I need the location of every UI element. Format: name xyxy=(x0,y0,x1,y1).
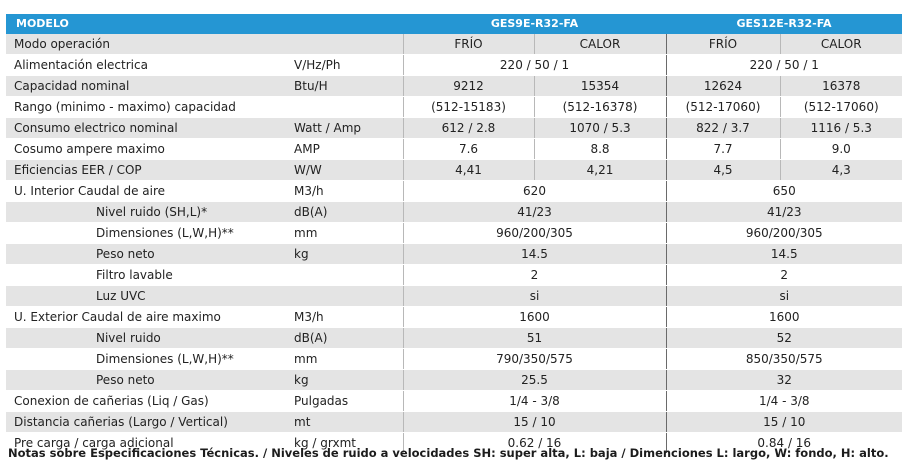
row-unit: AMP xyxy=(288,139,403,160)
value-cell: 4,3 xyxy=(780,160,902,181)
model-header: MODELO xyxy=(6,14,288,34)
table-row xyxy=(6,412,902,433)
row-label: U. Exterior Caudal de aire maximo xyxy=(6,307,288,328)
value-cell: 0.62 / 16 xyxy=(403,433,666,454)
row-unit: kg / grxmt xyxy=(288,433,403,454)
row-unit: mt xyxy=(288,412,403,433)
row-unit xyxy=(288,97,403,118)
value-cell: 9.0 xyxy=(780,139,902,160)
value-cell: 1070 / 5.3 xyxy=(534,118,666,139)
row-unit: M3/h xyxy=(288,307,403,328)
row-label: Cosumo ampere maximo xyxy=(6,139,288,160)
footnote: Notas sobre Especificaciones Técnicas. / Niveles de ruido a velocidades SH: super alta, L: baja / Dimenciones L: largo, W: fondo, H: alto. xyxy=(8,446,889,460)
table-body xyxy=(6,34,902,454)
unit-header-blank xyxy=(288,14,403,34)
value-cell: 25.5 xyxy=(403,370,666,391)
value-cell: si xyxy=(403,286,666,307)
value-cell: 790/350/575 xyxy=(403,349,666,370)
value-cell: 4,41 xyxy=(403,160,534,181)
table-row xyxy=(6,349,902,370)
row-unit: dB(A) xyxy=(288,202,403,223)
table-row xyxy=(6,391,902,412)
row-unit xyxy=(288,286,403,307)
value-cell: 0.84 / 16 xyxy=(666,433,902,454)
table-row xyxy=(6,76,902,97)
row-label: Consumo electrico nominal xyxy=(6,118,288,139)
row-label: Dimensiones (L,W,H)** xyxy=(6,223,288,244)
row-unit: Pulgadas xyxy=(288,391,403,412)
value-cell: 850/350/575 xyxy=(666,349,902,370)
row-label: Dimensiones (L,W,H)** xyxy=(6,349,288,370)
value-cell: 4,5 xyxy=(666,160,780,181)
value-cell: 51 xyxy=(403,328,666,349)
row-unit: Watt / Amp xyxy=(288,118,403,139)
table-row xyxy=(6,139,902,160)
unit2-header: GES12E-R32-FA xyxy=(666,14,902,34)
value-cell: 15 / 10 xyxy=(403,412,666,433)
table-row xyxy=(6,97,902,118)
table-row xyxy=(6,55,902,76)
value-cell: 12624 xyxy=(666,76,780,97)
value-cell: 960/200/305 xyxy=(403,223,666,244)
row-label: Modo operación xyxy=(6,34,288,55)
row-label: U. Interior Caudal de aire xyxy=(6,181,288,202)
value-cell: 15354 xyxy=(534,76,666,97)
value-cell: FRÍO xyxy=(403,34,534,55)
row-label: Conexion de cañerias (Liq / Gas) xyxy=(6,391,288,412)
row-label: Peso neto xyxy=(6,370,288,391)
row-label: Peso neto xyxy=(6,244,288,265)
table-row xyxy=(6,160,902,181)
value-cell: 220 / 50 / 1 xyxy=(403,55,666,76)
spec-sheet xyxy=(6,14,902,454)
value-cell: 41/23 xyxy=(403,202,666,223)
value-cell: 1/4 - 3/8 xyxy=(403,391,666,412)
value-cell: (512-16378) xyxy=(534,97,666,118)
value-cell: 612 / 2.8 xyxy=(403,118,534,139)
value-cell: 15 / 10 xyxy=(666,412,902,433)
row-unit: dB(A) xyxy=(288,328,403,349)
row-unit: mm xyxy=(288,223,403,244)
unit1-header: GES9E-R32-FA xyxy=(403,14,666,34)
row-label: Rango (minimo - maximo) capacidad xyxy=(6,97,288,118)
row-unit: Btu/H xyxy=(288,76,403,97)
value-cell: 14.5 xyxy=(666,244,902,265)
row-label: Filtro lavable xyxy=(6,265,288,286)
value-cell: 220 / 50 / 1 xyxy=(666,55,902,76)
value-cell: 8.8 xyxy=(534,139,666,160)
value-cell: 7.7 xyxy=(666,139,780,160)
value-cell: 620 xyxy=(403,181,666,202)
value-cell: 32 xyxy=(666,370,902,391)
value-cell: 41/23 xyxy=(666,202,902,223)
table-header xyxy=(6,14,902,34)
row-unit: M3/h xyxy=(288,181,403,202)
table-row xyxy=(6,181,902,202)
value-cell: 1600 xyxy=(666,307,902,328)
value-cell: (512-17060) xyxy=(666,97,780,118)
value-cell: 52 xyxy=(666,328,902,349)
value-cell: CALOR xyxy=(780,34,902,55)
value-cell: 1116 / 5.3 xyxy=(780,118,902,139)
row-unit: V/Hz/Ph xyxy=(288,55,403,76)
value-cell: FRÍO xyxy=(666,34,780,55)
value-cell: 2 xyxy=(403,265,666,286)
value-cell: 2 xyxy=(666,265,902,286)
value-cell: 1600 xyxy=(403,307,666,328)
row-unit xyxy=(288,34,403,55)
table-row xyxy=(6,328,902,349)
table-row xyxy=(6,265,902,286)
table-row xyxy=(6,307,902,328)
row-unit: kg xyxy=(288,370,403,391)
value-cell: si xyxy=(666,286,902,307)
table-row xyxy=(6,244,902,265)
value-cell: (512-17060) xyxy=(780,97,902,118)
row-label: Eficiencias EER / COP xyxy=(6,160,288,181)
table-row xyxy=(6,202,902,223)
value-cell: 822 / 3.7 xyxy=(666,118,780,139)
row-label: Distancia cañerias (Largo / Vertical) xyxy=(6,412,288,433)
row-label: Alimentación electrica xyxy=(6,55,288,76)
row-label: Nivel ruido (SH,L)* xyxy=(6,202,288,223)
table-row xyxy=(6,223,902,244)
table-row xyxy=(6,34,902,55)
row-label: Capacidad nominal xyxy=(6,76,288,97)
value-cell: 16378 xyxy=(780,76,902,97)
value-cell: 1/4 - 3/8 xyxy=(666,391,902,412)
value-cell: 7.6 xyxy=(403,139,534,160)
table-row xyxy=(6,286,902,307)
value-cell: 9212 xyxy=(403,76,534,97)
value-cell: (512-15183) xyxy=(403,97,534,118)
value-cell: CALOR xyxy=(534,34,666,55)
row-label: Nivel ruido xyxy=(6,328,288,349)
table-row xyxy=(6,370,902,391)
value-cell: 650 xyxy=(666,181,902,202)
value-cell: 14.5 xyxy=(403,244,666,265)
value-cell: 960/200/305 xyxy=(666,223,902,244)
row-unit: kg xyxy=(288,244,403,265)
spec-table xyxy=(6,14,902,454)
row-label: Pre carga / carga adicional xyxy=(6,433,288,454)
row-unit: mm xyxy=(288,349,403,370)
row-unit: W/W xyxy=(288,160,403,181)
row-unit xyxy=(288,265,403,286)
value-cell: 4,21 xyxy=(534,160,666,181)
table-row xyxy=(6,118,902,139)
row-label: Luz UVC xyxy=(6,286,288,307)
